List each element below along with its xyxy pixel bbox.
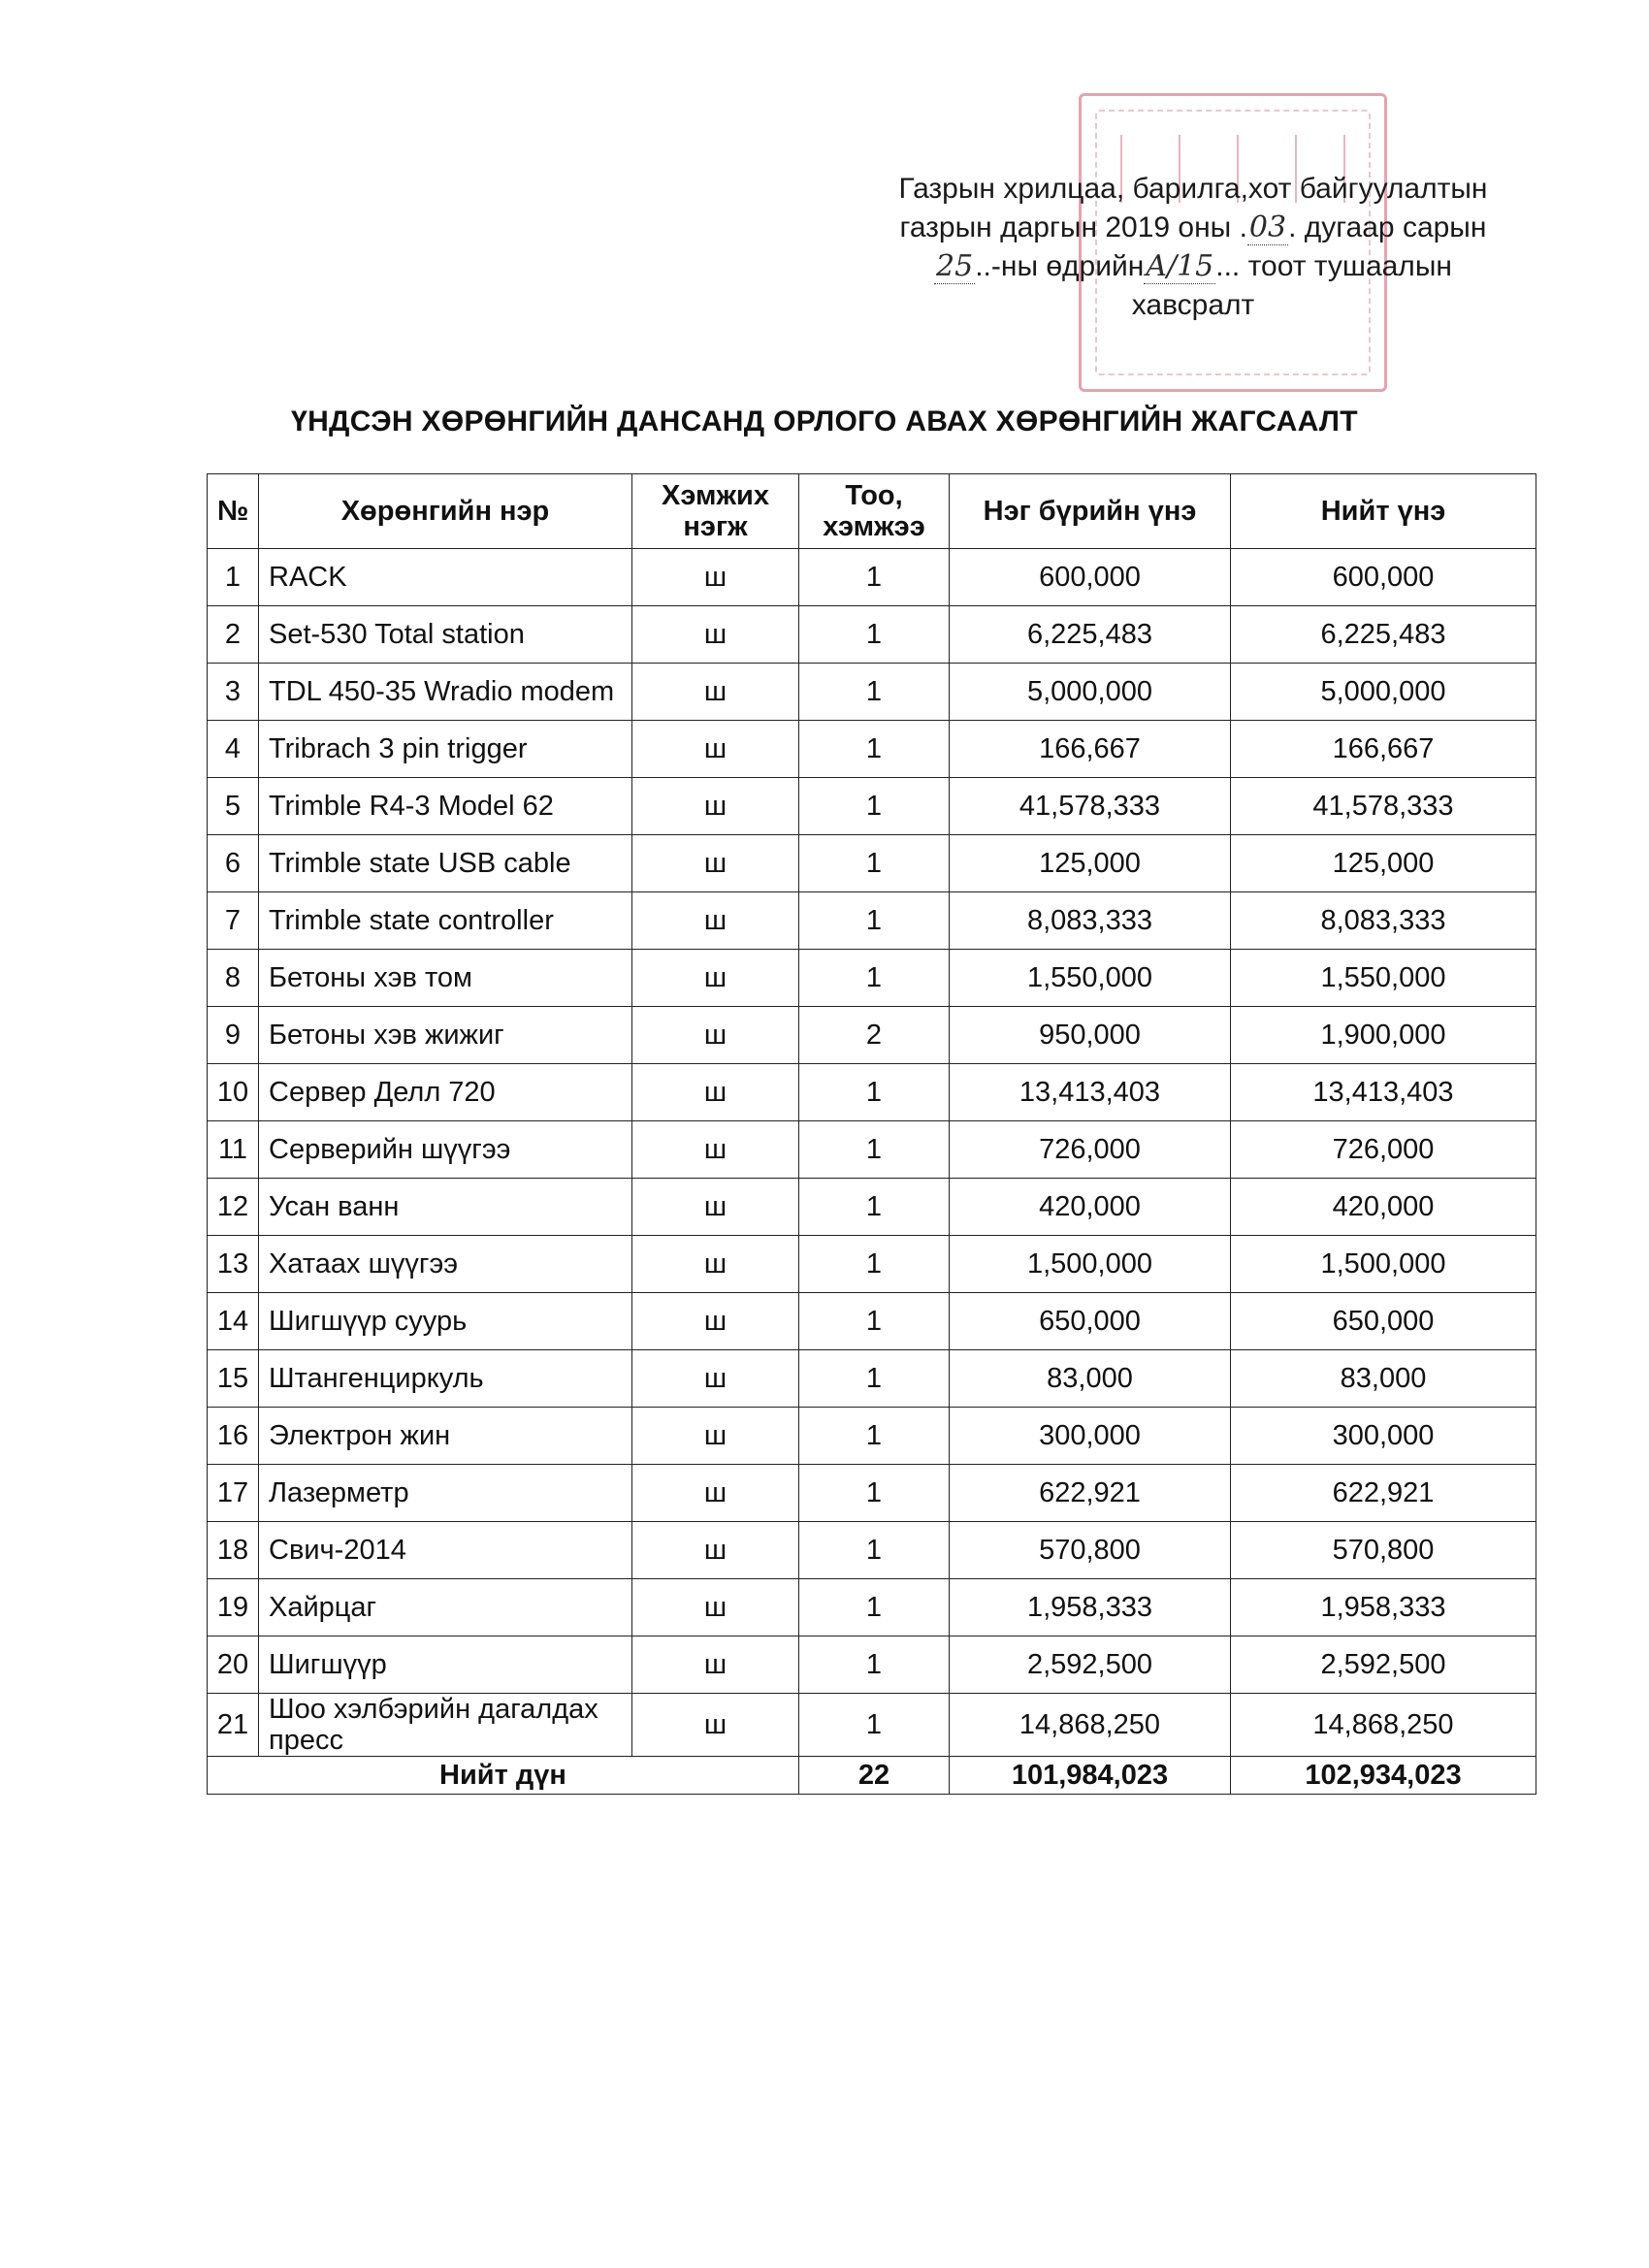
cell-name: Бетоны хэв жижиг [259, 1007, 632, 1064]
total-sum: 102,934,023 [1231, 1757, 1536, 1795]
cell-total: 1,900,000 [1231, 1007, 1536, 1064]
approval-line-1: Газрын хрилцаа, барилга,хот байгуулалтын [898, 173, 1488, 205]
table-row [208, 835, 1536, 892]
table-row [208, 1236, 1536, 1293]
cell-total: 41,578,333 [1231, 778, 1536, 835]
cell-total: 5,000,000 [1231, 664, 1536, 721]
header-name: Хөрөнгийн нэр [259, 474, 632, 549]
total-label: Нийт дүн [208, 1757, 799, 1795]
cell-name: Хайрцаг [259, 1579, 632, 1636]
cell-no: 21 [208, 1694, 259, 1757]
cell-name: RACK [259, 549, 632, 606]
cell-qty: 1 [799, 1465, 950, 1522]
handwritten-day: 25 [936, 249, 974, 283]
handwritten-month: 03 [1248, 211, 1287, 244]
cell-no: 12 [208, 1179, 259, 1236]
cell-total: 125,000 [1231, 835, 1536, 892]
cell-qty: 1 [799, 1236, 950, 1293]
cell-total: 1,500,000 [1231, 1236, 1536, 1293]
cell-no: 17 [208, 1465, 259, 1522]
cell-name: Trimble state USB cable [259, 835, 632, 892]
cell-qty: 1 [799, 1121, 950, 1179]
cell-unit-price: 600,000 [950, 549, 1231, 606]
cell-unit-price: 650,000 [950, 1293, 1231, 1350]
cell-no: 2 [208, 606, 259, 664]
cell-name: Свич-2014 [259, 1522, 632, 1579]
cell-total: 1,958,333 [1231, 1579, 1536, 1636]
table-row [208, 1465, 1536, 1522]
cell-qty: 1 [799, 1293, 950, 1350]
cell-unit: ш [632, 549, 799, 606]
cell-name: Усан ванн [259, 1179, 632, 1236]
table-row [208, 950, 1536, 1007]
cell-total: 2,592,500 [1231, 1636, 1536, 1694]
header-unit: Хэмжих нэгж [632, 474, 799, 549]
cell-qty: 1 [799, 1408, 950, 1465]
cell-qty: 1 [799, 1636, 950, 1694]
cell-no: 14 [208, 1293, 259, 1350]
cell-unit-price: 166,667 [950, 721, 1231, 778]
asset-table [207, 473, 1536, 1795]
cell-no: 19 [208, 1579, 259, 1636]
cell-unit-price: 2,592,500 [950, 1636, 1231, 1694]
cell-no: 16 [208, 1408, 259, 1465]
table-row [208, 1293, 1536, 1350]
cell-unit: ш [632, 1293, 799, 1350]
cell-qty: 1 [799, 835, 950, 892]
cell-qty: 2 [799, 1007, 950, 1064]
approval-line-2: газрын даргын 2019 оны .03. дугаар сарын [899, 211, 1487, 244]
cell-no: 9 [208, 1007, 259, 1064]
cell-total: 622,921 [1231, 1465, 1536, 1522]
cell-no: 15 [208, 1350, 259, 1408]
table-row [208, 1522, 1536, 1579]
cell-unit-price: 1,550,000 [950, 950, 1231, 1007]
table-row [208, 1350, 1536, 1408]
table-row [208, 1408, 1536, 1465]
cell-no: 8 [208, 950, 259, 1007]
cell-total: 600,000 [1231, 549, 1536, 606]
cell-qty: 1 [799, 778, 950, 835]
cell-name: Серверийн шүүгээ [259, 1121, 632, 1179]
cell-unit-price: 420,000 [950, 1179, 1231, 1236]
cell-name: Шигшүүр суурь [259, 1293, 632, 1350]
cell-name: Шоо хэлбэрийн дагалдах пресс [259, 1694, 632, 1757]
approval-line-3: 25..-ны өдрийнA/15... тоот тушаалын [936, 249, 1452, 283]
cell-no: 13 [208, 1236, 259, 1293]
cell-unit: ш [632, 1064, 799, 1121]
cell-unit: ш [632, 892, 799, 950]
total-unit-price: 101,984,023 [950, 1757, 1231, 1795]
cell-unit-price: 622,921 [950, 1465, 1231, 1522]
header-qty: Тоо, хэмжээ [799, 474, 950, 549]
cell-unit: ш [632, 1350, 799, 1408]
cell-qty: 1 [799, 1579, 950, 1636]
cell-unit-price: 6,225,483 [950, 606, 1231, 664]
approval-line-4: хавсралт [1131, 289, 1255, 321]
cell-name: Trimble R4-3 Model 62 [259, 778, 632, 835]
cell-name: Бетоны хэв том [259, 950, 632, 1007]
table-row [208, 664, 1536, 721]
table-row [208, 1636, 1536, 1694]
table-header-row [208, 474, 1536, 549]
cell-name: Лазерметр [259, 1465, 632, 1522]
table-row [208, 1064, 1536, 1121]
cell-total: 166,667 [1231, 721, 1536, 778]
cell-total: 13,413,403 [1231, 1064, 1536, 1121]
cell-name: Set-530 Total station [259, 606, 632, 664]
asset-table-body [208, 549, 1536, 1757]
cell-unit: ш [632, 1408, 799, 1465]
cell-qty: 1 [799, 1064, 950, 1121]
cell-unit: ш [632, 835, 799, 892]
cell-no: 20 [208, 1636, 259, 1694]
table-row [208, 606, 1536, 664]
cell-total: 570,800 [1231, 1522, 1536, 1579]
cell-name: Штангенциркуль [259, 1350, 632, 1408]
cell-qty: 1 [799, 950, 950, 1007]
cell-unit: ш [632, 1007, 799, 1064]
cell-no: 4 [208, 721, 259, 778]
cell-qty: 1 [799, 664, 950, 721]
cell-name: Хатаах шүүгээ [259, 1236, 632, 1293]
cell-name: Сервер Делл 720 [259, 1064, 632, 1121]
table-row [208, 1694, 1536, 1757]
cell-name: Шигшүүр [259, 1636, 632, 1694]
cell-unit-price: 570,800 [950, 1522, 1231, 1579]
cell-name: Trimble state controller [259, 892, 632, 950]
cell-no: 1 [208, 549, 259, 606]
cell-unit: ш [632, 950, 799, 1007]
cell-no: 10 [208, 1064, 259, 1121]
cell-unit: ш [632, 1121, 799, 1179]
cell-no: 18 [208, 1522, 259, 1579]
approval-block [873, 170, 1513, 325]
cell-unit-price: 300,000 [950, 1408, 1231, 1465]
cell-total: 83,000 [1231, 1350, 1536, 1408]
cell-unit-price: 125,000 [950, 835, 1231, 892]
table-row [208, 778, 1536, 835]
cell-unit-price: 1,500,000 [950, 1236, 1231, 1293]
cell-qty: 1 [799, 1694, 950, 1757]
cell-unit-price: 1,958,333 [950, 1579, 1231, 1636]
cell-total: 420,000 [1231, 1179, 1536, 1236]
cell-qty: 1 [799, 892, 950, 950]
cell-no: 5 [208, 778, 259, 835]
cell-name: Tribrach 3 pin trigger [259, 721, 632, 778]
total-row [208, 1757, 1536, 1795]
cell-unit-price: 5,000,000 [950, 664, 1231, 721]
cell-unit-price: 14,868,250 [950, 1694, 1231, 1757]
cell-no: 6 [208, 835, 259, 892]
cell-qty: 1 [799, 1350, 950, 1408]
document-title: ҮНДСЭН ХӨРӨНГИЙН ДАНСАНД ОРЛОГО АВАХ ХӨРӨНГИЙН ЖАГСААЛТ [291, 405, 1358, 437]
table-row [208, 1121, 1536, 1179]
cell-no: 7 [208, 892, 259, 950]
cell-unit: ш [632, 1579, 799, 1636]
cell-unit: ш [632, 1236, 799, 1293]
cell-unit-price: 950,000 [950, 1007, 1231, 1064]
cell-qty: 1 [799, 721, 950, 778]
cell-unit: ш [632, 1694, 799, 1757]
cell-unit-price: 13,413,403 [950, 1064, 1231, 1121]
header-unit-price: Нэг бүрийн үнэ [950, 474, 1231, 549]
table-row [208, 1007, 1536, 1064]
cell-total: 1,550,000 [1231, 950, 1536, 1007]
cell-no: 3 [208, 664, 259, 721]
cell-unit: ш [632, 1179, 799, 1236]
table-row [208, 721, 1536, 778]
cell-name: Электрон жин [259, 1408, 632, 1465]
table-row [208, 549, 1536, 606]
cell-unit-price: 83,000 [950, 1350, 1231, 1408]
cell-unit: ш [632, 1636, 799, 1694]
cell-total: 650,000 [1231, 1293, 1536, 1350]
cell-unit-price: 8,083,333 [950, 892, 1231, 950]
cell-total: 6,225,483 [1231, 606, 1536, 664]
cell-qty: 1 [799, 606, 950, 664]
cell-unit: ш [632, 721, 799, 778]
table-row [208, 1579, 1536, 1636]
cell-total: 300,000 [1231, 1408, 1536, 1465]
cell-no: 11 [208, 1121, 259, 1179]
cell-unit: ш [632, 1465, 799, 1522]
cell-total: 726,000 [1231, 1121, 1536, 1179]
handwritten-order-number: A/15 [1146, 249, 1214, 283]
cell-total: 14,868,250 [1231, 1694, 1536, 1757]
cell-qty: 1 [799, 549, 950, 606]
cell-qty: 1 [799, 1179, 950, 1236]
cell-unit: ш [632, 1522, 799, 1579]
cell-name: TDL 450-35 Wradio modem [259, 664, 632, 721]
cell-unit-price: 726,000 [950, 1121, 1231, 1179]
table-row [208, 892, 1536, 950]
table-row [208, 1179, 1536, 1236]
header-total-price: Нийт үнэ [1231, 474, 1536, 549]
total-qty: 22 [799, 1757, 950, 1795]
cell-unit-price: 41,578,333 [950, 778, 1231, 835]
cell-unit: ш [632, 778, 799, 835]
cell-total: 8,083,333 [1231, 892, 1536, 950]
cell-unit: ш [632, 606, 799, 664]
cell-unit: ш [632, 664, 799, 721]
header-no: № [208, 474, 259, 549]
cell-qty: 1 [799, 1522, 950, 1579]
